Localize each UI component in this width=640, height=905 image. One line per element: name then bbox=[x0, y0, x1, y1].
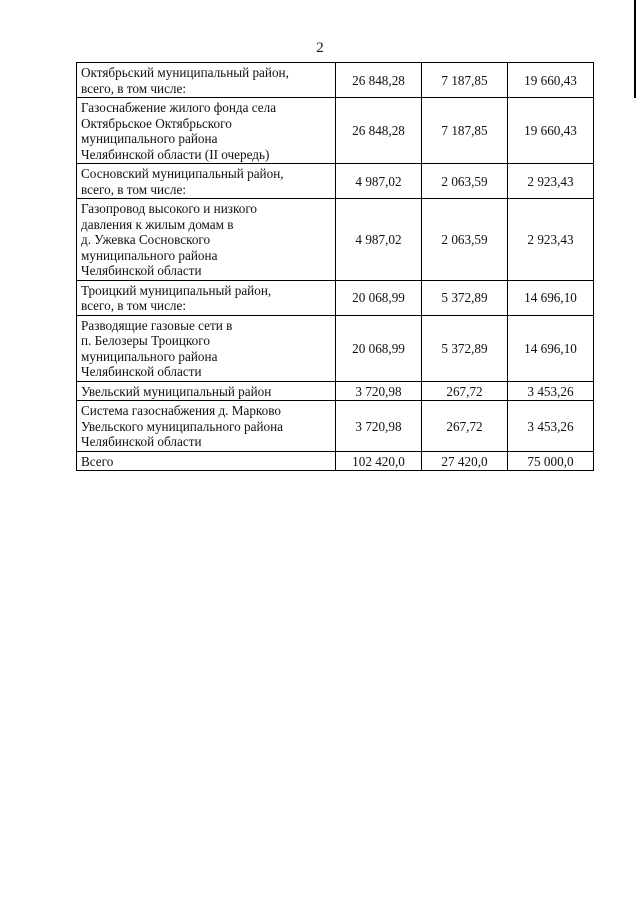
row-label bbox=[77, 98, 336, 164]
federal-amount-cell: 19 660,43 bbox=[508, 63, 594, 98]
total-amount-cell: 26 848,28 bbox=[336, 63, 422, 98]
federal-amount-cell: 2 923,43 bbox=[508, 164, 594, 199]
federal-amount-cell: 75 000,0 bbox=[508, 451, 594, 471]
table-row bbox=[77, 63, 594, 98]
total-amount-cell: 3 720,98 bbox=[336, 381, 422, 401]
total-amount-cell: 3 720,98 bbox=[336, 401, 422, 452]
row-label bbox=[77, 315, 336, 381]
row-label bbox=[77, 280, 336, 315]
row-label-text: Октябрьский муниципальный район, всего, в том числе: bbox=[81, 65, 289, 96]
regional-amount-cell: 7 187,85 bbox=[422, 63, 508, 98]
table-row bbox=[77, 164, 594, 199]
table-row bbox=[77, 280, 594, 315]
regional-amount-cell: 5 372,89 bbox=[422, 280, 508, 315]
total-amount-cell: 26 848,28 bbox=[336, 98, 422, 164]
total-amount-cell: 4 987,02 bbox=[336, 164, 422, 199]
federal-amount-cell: 19 660,43 bbox=[508, 98, 594, 164]
regional-amount-cell: 2 063,59 bbox=[422, 199, 508, 281]
row-label bbox=[77, 164, 336, 199]
row-label bbox=[77, 381, 336, 401]
federal-amount-cell: 2 923,43 bbox=[508, 199, 594, 281]
scan-edge-mark bbox=[634, 0, 636, 98]
total-amount-cell: 102 420,0 bbox=[336, 451, 422, 471]
regional-amount-cell: 7 187,85 bbox=[422, 98, 508, 164]
table-row bbox=[77, 381, 594, 401]
row-label-text: Всего bbox=[81, 453, 114, 469]
total-amount-cell: 4 987,02 bbox=[336, 199, 422, 281]
regional-amount-cell: 27 420,0 bbox=[422, 451, 508, 471]
total-amount-cell: 20 068,99 bbox=[336, 280, 422, 315]
regional-amount-cell: 267,72 bbox=[422, 401, 508, 452]
table-row bbox=[77, 401, 594, 452]
federal-amount-cell: 14 696,10 bbox=[508, 315, 594, 381]
federal-amount-cell: 3 453,26 bbox=[508, 381, 594, 401]
row-label-text: Троицкий муниципальный район, всего, в том числе: bbox=[81, 282, 272, 313]
row-label bbox=[77, 199, 336, 281]
total-amount-cell: 20 068,99 bbox=[336, 315, 422, 381]
row-label bbox=[77, 63, 336, 98]
row-label bbox=[77, 401, 336, 452]
regional-amount-cell: 267,72 bbox=[422, 381, 508, 401]
table-row bbox=[77, 98, 594, 164]
regional-amount-cell: 5 372,89 bbox=[422, 315, 508, 381]
row-label-text: Сосновский муниципальный район, всего, в том числе: bbox=[81, 166, 284, 197]
row-label-text: Разводящие газовые сети в п. Белозеры Троицкого муниципального района Челябинской области bbox=[81, 317, 233, 379]
table-row bbox=[77, 199, 594, 281]
row-label-text: Увельский муниципальный район bbox=[81, 383, 272, 399]
row-label bbox=[77, 451, 336, 471]
federal-amount-cell: 3 453,26 bbox=[508, 401, 594, 452]
row-label-text: Газоснабжение жилого фонда села Октябрьское Октябрьского муниципального района Челябинской области (II очередь) bbox=[81, 100, 277, 162]
table-row-total bbox=[77, 451, 594, 471]
row-label-text: Система газоснабжения д. Марково Увельского муниципального района Челябинской области bbox=[81, 403, 284, 449]
row-label-text: Газопровод высокого и низкого давления к жилым домам в д. Ужевка Сосновского муниципального района Челябинской области bbox=[81, 201, 257, 278]
regional-amount-cell: 2 063,59 bbox=[422, 164, 508, 199]
page-number: 2 bbox=[316, 40, 324, 56]
federal-amount-cell: 14 696,10 bbox=[508, 280, 594, 315]
financing-table bbox=[76, 62, 594, 471]
table-row bbox=[77, 315, 594, 381]
